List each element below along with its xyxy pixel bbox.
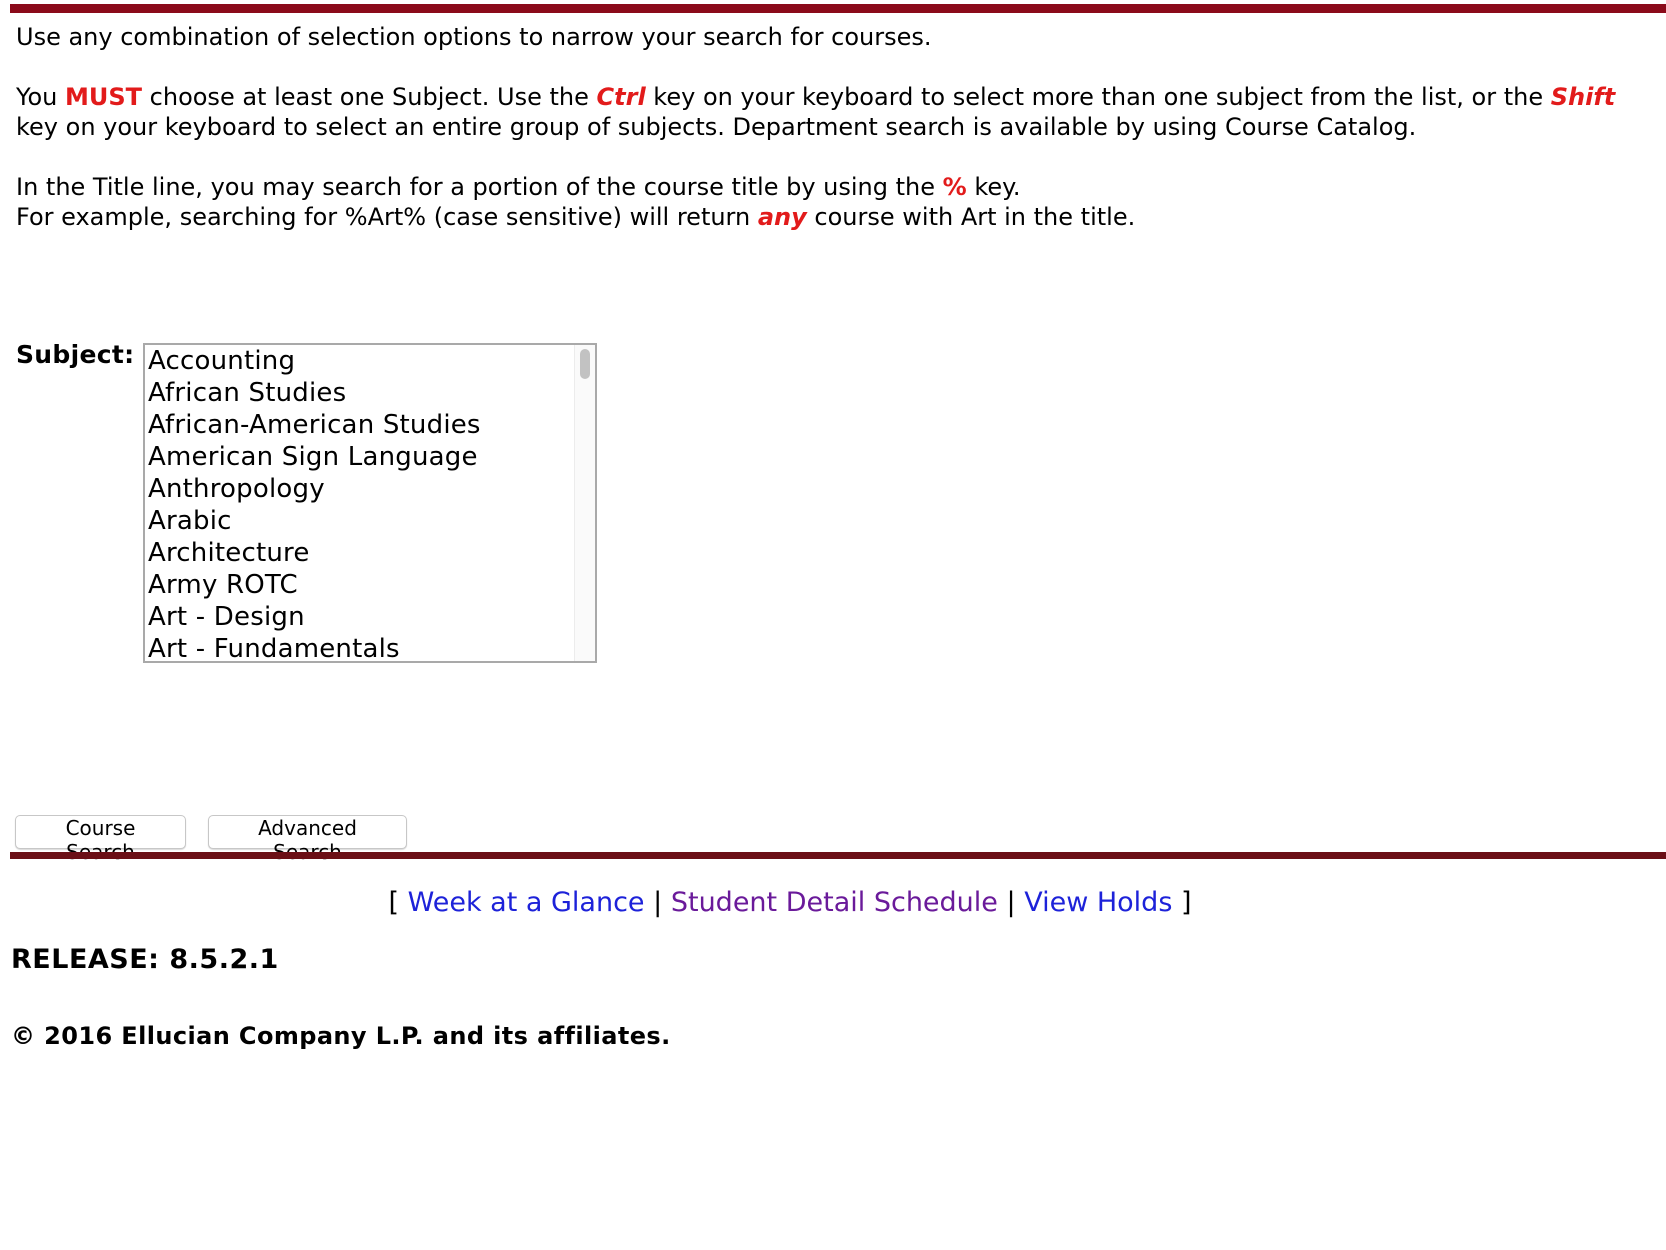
link-separator: | — [653, 887, 663, 918]
view-holds-link[interactable]: View Holds — [1024, 887, 1173, 918]
link-separator: | — [1006, 887, 1016, 918]
open-bracket: [ — [388, 887, 400, 918]
scrollbar-thumb[interactable] — [580, 349, 590, 379]
instruction-text: You — [16, 83, 65, 111]
instruction-text: key. — [966, 173, 1021, 201]
must-emphasis: MUST — [65, 83, 143, 111]
instruction-paragraph-3 — [16, 172, 1656, 232]
footer-nav — [0, 884, 1580, 922]
percent-key-emphasis: % — [942, 173, 967, 201]
subject-option[interactable]: Art - Design — [148, 602, 305, 632]
subject-option[interactable]: African-American Studies — [148, 410, 481, 440]
instruction-text: course with Art in the title. — [806, 203, 1136, 231]
subject-options — [148, 345, 573, 663]
instruction-text: For example, searching for %Art% (case sensitive) will return — [16, 203, 758, 231]
subject-option[interactable]: African Studies — [148, 378, 347, 408]
subject-option[interactable]: Architecture — [148, 538, 310, 568]
instruction-text: Use any combination of selection options to narrow your search for courses. — [16, 23, 932, 51]
subject-option[interactable]: Anthropology — [148, 474, 325, 504]
instruction-text: In the Title line, you may search for a portion of the course title by using the — [16, 173, 943, 201]
student-detail-schedule-link[interactable]: Student Detail Schedule — [670, 887, 998, 918]
ctrl-key-emphasis: Ctrl — [596, 83, 646, 111]
instruction-text: key on your keyboard to select an entire group of subjects. Department search is available by using Course Catalog. — [16, 113, 1417, 141]
subject-option[interactable]: Accounting — [148, 346, 296, 376]
bottom-divider — [10, 852, 1666, 859]
shift-key-emphasis: Shift — [1550, 83, 1616, 111]
subject-option[interactable]: American Sign Language — [148, 442, 478, 472]
week-at-a-glance-link[interactable]: Week at a Glance — [407, 887, 645, 918]
course-search-button[interactable]: Course — [15, 815, 186, 849]
release-version: RELEASE: 8.5.2.1 — [11, 944, 279, 975]
instruction-text: key on your keyboard to select more than one subject from the list, or the — [645, 83, 1551, 111]
subject-option[interactable]: Army ROTC — [148, 570, 298, 600]
instructions — [16, 22, 1656, 232]
subject-scrollbar[interactable] — [574, 345, 595, 661]
close-bracket: ] — [1180, 887, 1192, 918]
advanced-search-button[interactable]: Advanced — [208, 815, 407, 849]
copyright-notice: © 2016 Ellucian Company L.P. and its affiliates. — [11, 1022, 671, 1050]
instruction-text: choose at least one Subject. Use the — [142, 83, 597, 111]
subject-option[interactable]: Art - Fundamentals — [148, 634, 400, 663]
instruction-paragraph-2 — [16, 82, 1656, 142]
subject-label: Subject: — [16, 340, 135, 369]
instruction-line-1 — [16, 22, 1656, 52]
top-divider — [10, 4, 1666, 13]
subject-listbox[interactable] — [143, 343, 597, 663]
any-emphasis: any — [757, 203, 807, 231]
subject-option[interactable]: Arabic — [148, 506, 232, 536]
